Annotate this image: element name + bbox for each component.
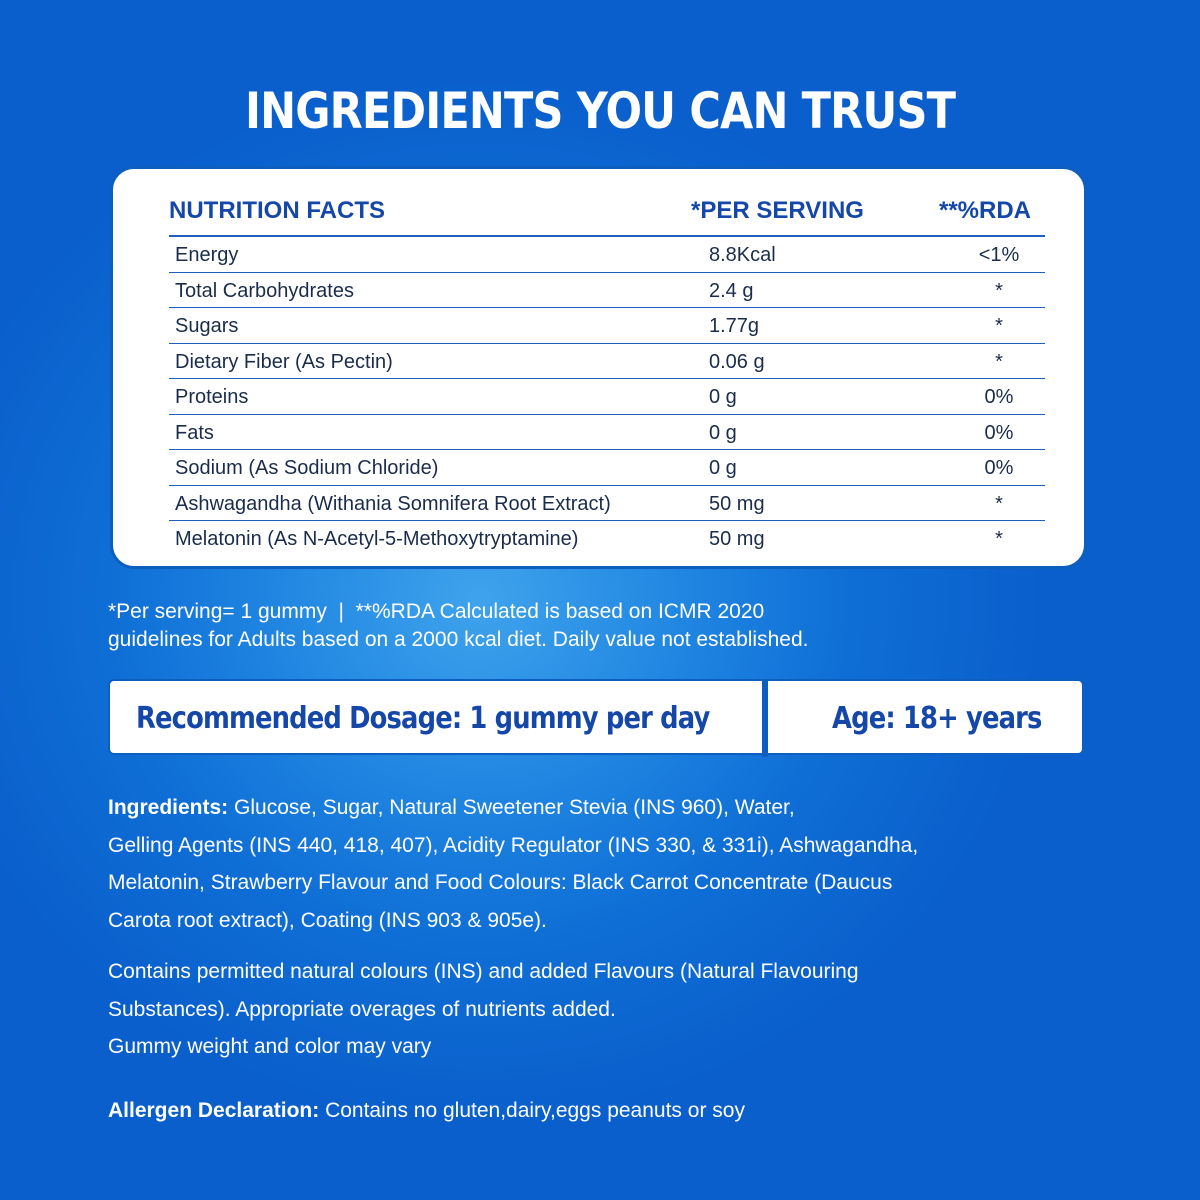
nutrient-serving: 0 g	[709, 386, 737, 408]
nutrient-rda: *	[995, 492, 1003, 515]
table-row	[169, 521, 1045, 557]
ingredients-line: Gelling Agents (INS 440, 418, 407), Acidity Regulator (INS 330, & 331i), Ashwagandha,	[108, 833, 919, 857]
ingredients-line: Carota root extract), Coating (INS 903 & 905e).	[108, 908, 547, 932]
ingredients-section	[108, 789, 988, 939]
table-row	[169, 273, 1045, 309]
serving-footnote	[108, 598, 1008, 654]
nutrient-rda: 0%	[984, 386, 1014, 408]
dosage-divider	[762, 681, 768, 757]
nutrient-serving: 8.8Kcal	[709, 244, 776, 266]
nutrient-rda: 0%	[984, 457, 1014, 479]
ingredients-line: Melatonin, Strawberry Flavour and Food Colours: Black Carrot Concentrate (Daucus	[108, 871, 893, 894]
table-row	[169, 486, 1045, 522]
ingredients-text: Glucose, Sugar, Natural Sweetener Stevia (INS 960), Water,	[228, 796, 795, 819]
nutrient-name: Sugars	[175, 315, 239, 337]
nutrient-serving: 2.4 g	[709, 279, 754, 302]
dosage-banner	[108, 679, 1084, 755]
age-requirement: Age: 18+ years	[832, 701, 1042, 736]
nutrient-name: Proteins	[175, 386, 249, 408]
contains-section	[108, 953, 988, 1066]
nutrient-name: Total Carbohydrates	[175, 279, 354, 302]
nutrient-rda: *	[995, 350, 1003, 373]
table-row	[169, 308, 1045, 344]
nutrient-serving: 50 mg	[709, 492, 765, 515]
table-row	[169, 344, 1045, 380]
nutrient-name: Ashwagandha (Withania Somnifera Root Extract)	[175, 492, 611, 515]
contains-line: Gummy weight and color may vary	[108, 1035, 432, 1058]
ingredients-label: Ingredients:	[108, 796, 229, 819]
table-row	[169, 237, 1045, 273]
table-row	[169, 450, 1045, 486]
nutrition-rows	[169, 235, 1045, 557]
nutrient-serving: 0 g	[709, 421, 737, 444]
header-per-serving: *PER SERVING	[691, 197, 864, 224]
page-title: INGREDIENTS YOU CAN TRUST	[244, 82, 956, 140]
nutrient-rda: 0%	[984, 421, 1014, 444]
contains-line: Substances). Appropriate overages of nutrients added.	[108, 997, 616, 1021]
allergen-label: Allergen Declaration:	[108, 1099, 320, 1122]
nutrient-serving: 1.77g	[709, 315, 760, 337]
nutrient-serving: 0 g	[709, 457, 737, 479]
nutrient-name: Melatonin (As N-Acetyl-5-Methoxytryptamine)	[175, 528, 579, 550]
nutrient-rda: <1%	[978, 244, 1020, 266]
nutrient-rda: *	[995, 279, 1003, 302]
allergen-text: Contains no gluten,dairy,eggs peanuts or soy	[319, 1099, 745, 1122]
table-row	[169, 415, 1045, 451]
allergen-section	[108, 1092, 988, 1130]
nutrient-rda: *	[995, 528, 1003, 550]
footnote-line: guidelines for Adults based on a 2000 kcal diet. Daily value not established.	[108, 628, 809, 651]
nutrition-facts-table	[110, 166, 1087, 569]
recommended-dosage: Recommended Dosage: 1 gummy per day	[136, 701, 710, 736]
nutrient-name: Sodium (As Sodium Chloride)	[175, 457, 439, 479]
nutrient-name: Fats	[175, 421, 214, 444]
ingredients-line	[108, 789, 988, 827]
header-nutrition-facts: NUTRITION FACTS	[169, 197, 385, 224]
nutrient-name: Energy	[175, 244, 239, 266]
nutrition-table-header	[113, 197, 1084, 233]
nutrient-name: Dietary Fiber (As Pectin)	[175, 350, 393, 373]
header-rda: **%RDA	[939, 197, 1032, 224]
footnote-line: *Per serving= 1 gummy | **%RDA Calculated is based on ICMR 2020	[108, 600, 765, 623]
table-row	[169, 379, 1045, 415]
nutrient-serving: 0.06 g	[709, 350, 765, 373]
contains-line: Contains permitted natural colours (INS) and added Flavours (Natural Flavouring	[108, 960, 859, 983]
nutrient-serving: 50 mg	[709, 528, 765, 550]
nutrient-rda: *	[995, 315, 1003, 337]
